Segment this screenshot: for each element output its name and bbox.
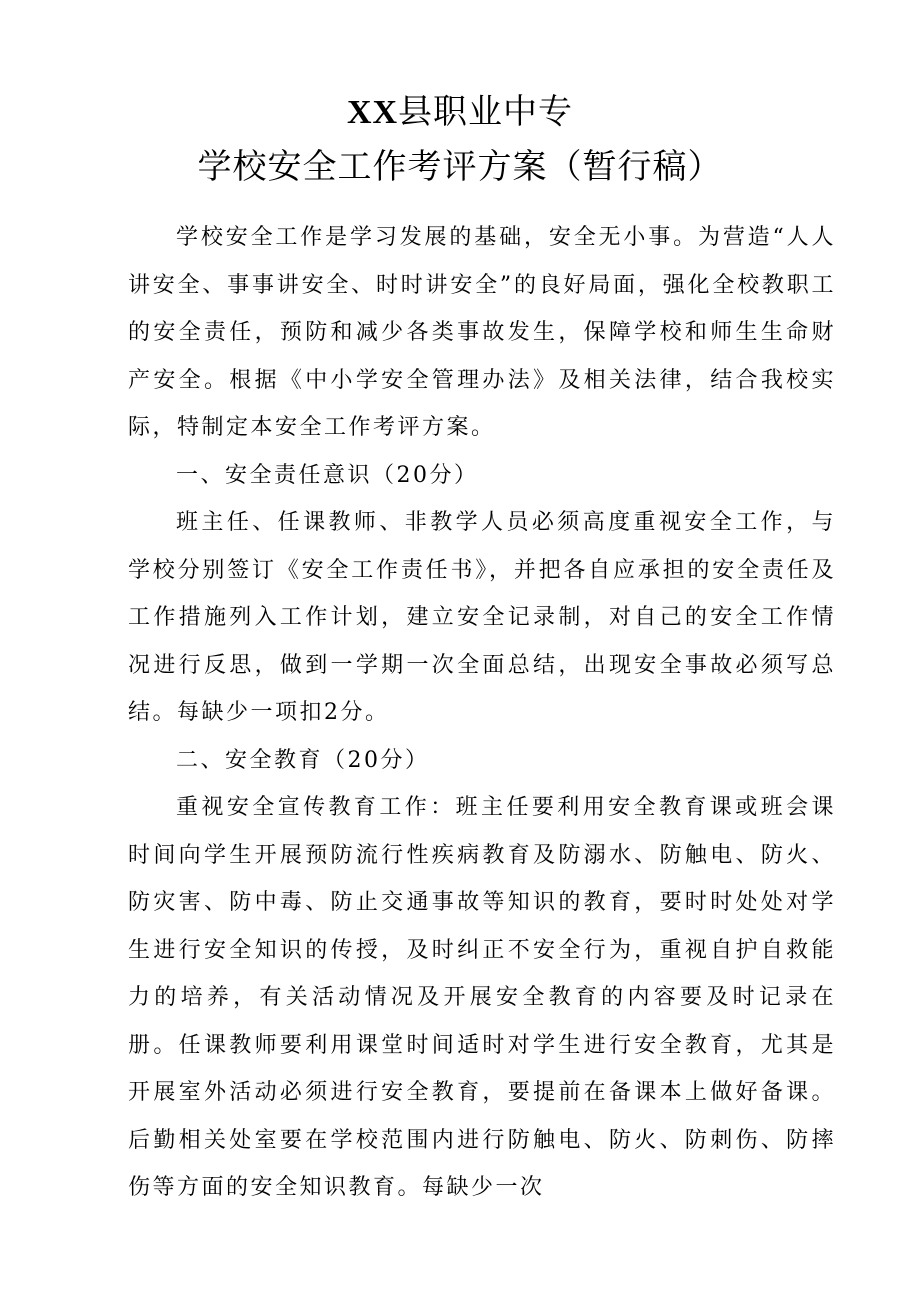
document-title: [0, 88, 920, 192]
title-school-suffix: 县职业中专: [398, 92, 574, 132]
title-school-prefix: XX: [346, 94, 399, 131]
intro-paragraph: 学校安全工作是学习发展的基础，安全无小事。为营造“人人讲安全、事事讲安全、时时讲安全”的良好局面，强化全校教职工的安全责任，预防和减少各类事故发生，保障学校和师生生命财产安全。根据《中小学安全管理办法》及相关法律，结合我校实际，特制定本安全工作考评方案。: [128, 225, 836, 440]
section-1-heading: 一、安全责任意识（20分）: [176, 462, 479, 488]
title-school-name: [0, 88, 920, 136]
document-body: [128, 214, 836, 1212]
section-2-paragraph: 重视安全宣传教育工作：班主任要利用安全教育课或班会课时间向学生开展预防流行性疾病教育及防溺水、防触电、防火、防灾害、防中毒、防止交通事故等知识的教育，要时时处处对学生进行安全知识的传授，及时纠正不安全行为，重视自护自救能力的培养，有关活动情况及开展安全教育的内容要及时记录在册。任课教师要利用课堂时间适时对学生进行安全教育，尤其是开展室外活动必须进行安全教育，要提前在备课本上做好备课。后勤相关处室要在学校范围内进行防触电、防火、防刺伤、防摔伤等方面的安全知识教育。每缺少一次: [128, 795, 836, 1200]
title-plan-name: 学校安全工作考评方案（暂行稿）: [197, 147, 723, 187]
section-2-heading: 二、安全教育（20分）: [176, 747, 430, 773]
section-1-paragraph: 班主任、任课教师、非教学人员必须高度重视安全工作，与学校分别签订《安全工作责任书》，并把各自应承担的安全责任及工作措施列入工作计划，建立安全记录制，对自己的安全工作情况进行反思，做到一学期一次全面总结，出现安全事故必须写总结。每缺少一项扣2分。: [128, 510, 836, 725]
